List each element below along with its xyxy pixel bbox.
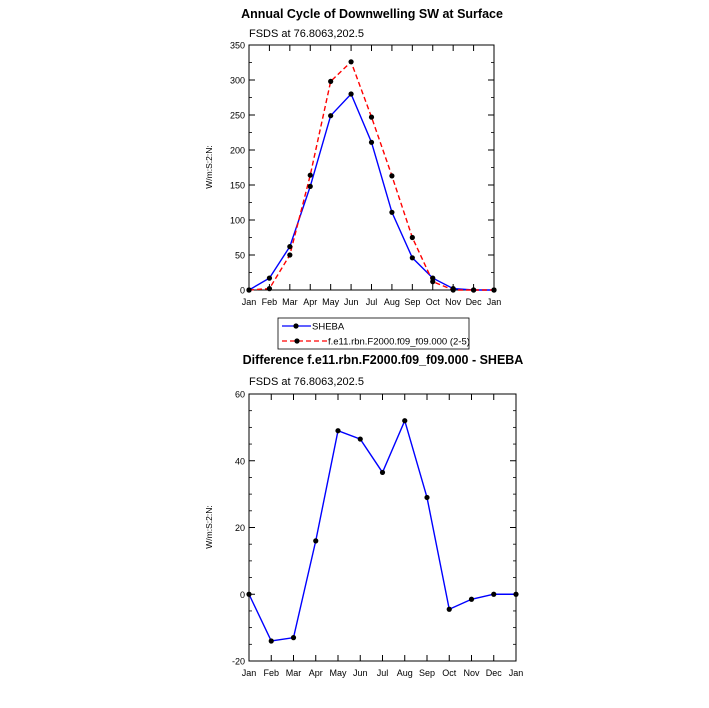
top-x-tick-label: Oct (425, 297, 440, 307)
bottom-y-axis-label: W/m:S:2:N: (204, 505, 214, 549)
top-data-point-0 (369, 140, 374, 145)
bottom-data-point-0 (513, 592, 518, 597)
bottom-x-tick-label: Jan (241, 668, 257, 678)
top-x-tick-label: Nov (445, 297, 462, 307)
bottom-y-tick-label: 40 (234, 456, 245, 467)
bottom-x-tick-label: Feb (263, 668, 280, 678)
top-data-point-1 (410, 235, 415, 240)
top-x-tick-label: Sep (404, 297, 421, 307)
bottom-axis-ticks (232, 390, 523, 679)
legend-marker-model (294, 338, 299, 343)
bottom-x-tick-label: Nov (463, 668, 480, 678)
top-y-tick-label: 150 (229, 180, 245, 191)
bottom-x-tick-label: Jul (376, 668, 389, 678)
top-data-point-1 (308, 173, 313, 178)
top-data-point-1 (287, 252, 292, 257)
top-y-tick-label: 250 (229, 110, 245, 121)
top-data-point-1 (430, 279, 435, 284)
top-data-point-1 (451, 287, 456, 292)
top-data-point-1 (491, 287, 496, 292)
bottom-x-tick-label: Apr (308, 668, 323, 678)
top-data-point-0 (308, 184, 313, 189)
bottom-plot-frame (249, 394, 516, 661)
top-data-point-0 (389, 210, 394, 215)
top-x-tick-label: Jan (241, 297, 257, 307)
top-y-tick-label: 350 (229, 40, 245, 51)
top-data-point-1 (389, 173, 394, 178)
bottom-data-point-0 (380, 470, 385, 475)
bottom-data-point-0 (335, 428, 340, 433)
chart-bottom (204, 353, 523, 678)
bottom-data-point-0 (246, 592, 251, 597)
top-chart-subtitle: FSDS at 76.8063,202.5 (249, 28, 364, 40)
top-data-point-0 (328, 113, 333, 118)
bottom-x-tick-label: Oct (442, 668, 457, 678)
legend-label-sheba: SHEBA (312, 321, 345, 333)
bottom-series-line-0 (249, 421, 516, 641)
bottom-data-point-0 (469, 597, 474, 602)
top-x-tick-label: Mar (282, 297, 298, 307)
top-y-tick-label: 200 (229, 145, 245, 156)
bottom-data-point-0 (491, 592, 496, 597)
top-x-tick-label: Jun (343, 297, 359, 307)
bottom-chart-subtitle: FSDS at 76.8063,202.5 (249, 376, 364, 388)
top-x-tick-label: May (322, 297, 340, 307)
bottom-x-tick-label: Dec (485, 668, 502, 678)
bottom-series-layer (246, 418, 518, 643)
top-x-tick-label: Apr (303, 297, 318, 307)
bottom-data-point-0 (358, 436, 363, 441)
bottom-data-point-0 (313, 538, 318, 543)
bottom-x-tick-label: Jan (508, 668, 524, 678)
legend-marker-sheba (293, 323, 298, 328)
top-series-line-1 (249, 62, 494, 290)
top-x-tick-label: Feb (261, 297, 278, 307)
bottom-x-tick-label: Jun (352, 668, 368, 678)
top-y-tick-label: 300 (229, 75, 245, 86)
bottom-x-tick-label: May (329, 668, 347, 678)
bottom-x-tick-label: Sep (418, 668, 436, 678)
top-data-point-1 (267, 286, 272, 291)
bottom-chart-title: Difference f.e11.rbn.F2000.f09_f09.000 - SHEBA (242, 353, 524, 367)
top-x-tick-label: Jul (365, 297, 378, 307)
bottom-y-tick-label: -20 (231, 656, 245, 667)
top-data-point-0 (287, 244, 292, 249)
top-x-tick-label: Dec (465, 297, 482, 307)
top-x-tick-label: Aug (383, 297, 400, 307)
top-data-point-0 (267, 276, 272, 281)
bottom-x-tick-label: Mar (285, 668, 302, 678)
top-data-point-0 (410, 255, 415, 260)
bottom-data-point-0 (269, 638, 274, 643)
bottom-data-point-0 (447, 607, 452, 612)
legend-label-model: f.e11.rbn.F2000.f09_f09.000 (2-5) (328, 336, 470, 348)
top-y-tick-label: 100 (229, 215, 245, 226)
bottom-x-tick-label: Aug (396, 668, 413, 678)
top-data-point-1 (471, 287, 476, 292)
bottom-y-tick-label: 20 (234, 523, 245, 533)
bottom-y-tick-label: 60 (234, 389, 245, 400)
top-data-point-1 (369, 115, 374, 120)
top-axis-ticks (230, 41, 501, 308)
chart-top (204, 7, 503, 349)
top-chart-title: Annual Cycle of Downwelling SW at Surface (241, 7, 503, 21)
top-y-tick-label: 0 (239, 285, 245, 296)
top-y-tick-label: 50 (234, 250, 245, 261)
bottom-data-point-0 (291, 635, 296, 640)
top-data-point-1 (328, 79, 333, 84)
top-data-point-0 (348, 91, 353, 96)
top-series-layer (246, 59, 496, 292)
legend (278, 318, 470, 349)
top-data-point-1 (246, 287, 251, 292)
top-data-point-1 (348, 59, 353, 64)
top-y-axis-label: W/m:S:2:N: (204, 145, 214, 189)
top-x-tick-label: Jan (486, 297, 502, 307)
bottom-data-point-0 (402, 418, 407, 423)
bottom-y-tick-label: 0 (239, 589, 245, 600)
bottom-data-point-0 (424, 495, 429, 500)
